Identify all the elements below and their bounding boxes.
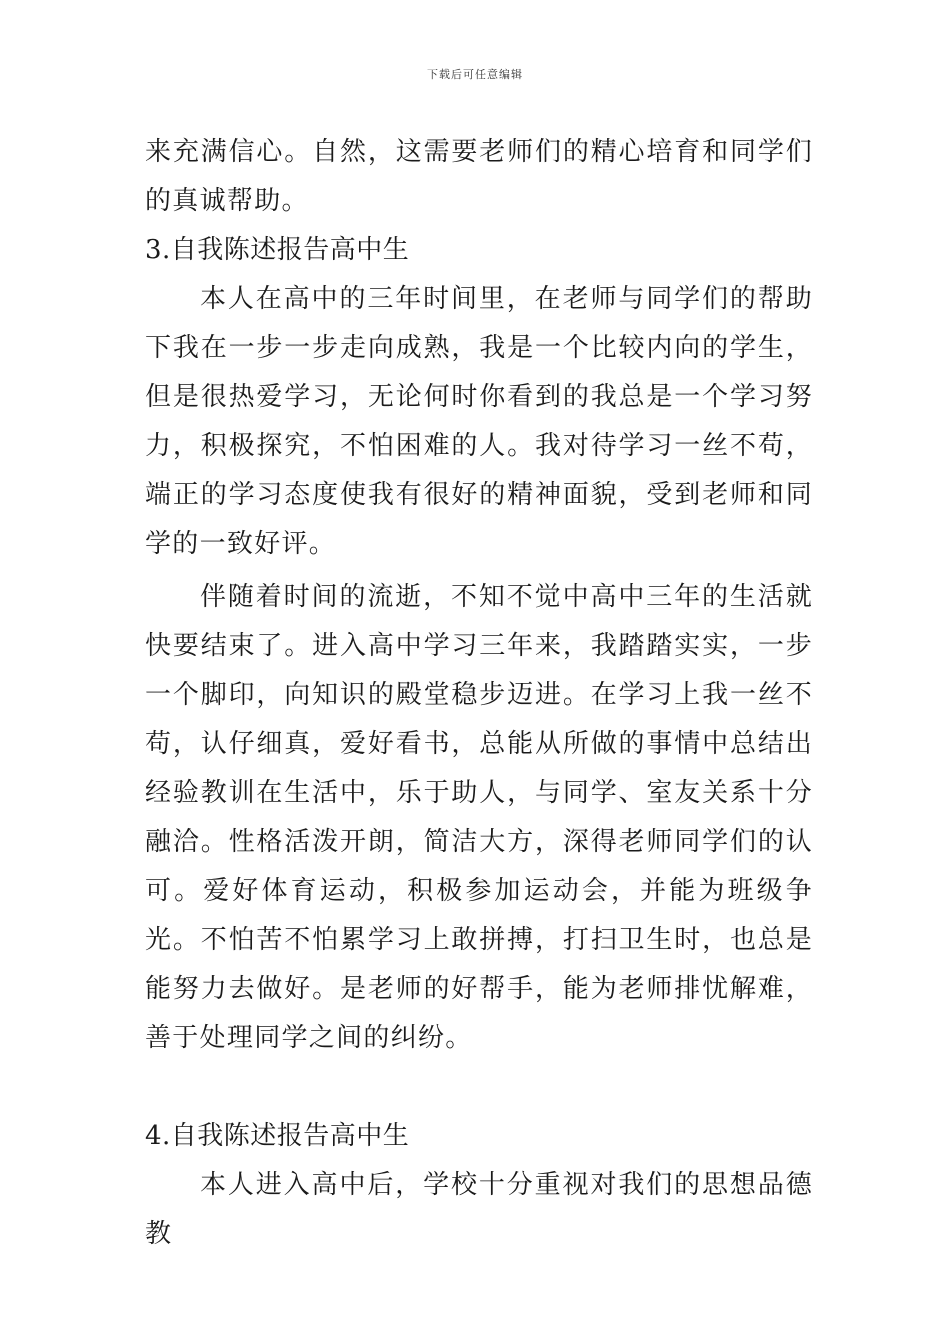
page-header: 下载后可任意编辑 [427, 68, 523, 81]
paragraph-section-4-first: 本人进入高中后，学校十分重视对我们的思想品德教 [145, 1170, 813, 1249]
section-heading-4: 4.自我陈述报告高中生 [145, 1121, 410, 1151]
section-gap [145, 1063, 813, 1112]
paragraph-section-3-second: 伴随着时间的流逝，不知不觉中高中三年的生活就快要结束了。进入高中学习三年来，我踏踏实实，一步一个脚印，向知识的殿堂稳步迈进。在学习上我一丝不苟，认仔细真，爱好看书，总能从所做的事情中总结出经验教训在生活中，乐于助人，与同学、室友关系十分融洽。性格活泼开朗，简洁大方，深得老师同学们的认可。爱好体育运动，积极参加运动会，并能为班级争光。不怕苦不怕累学习上敢拼搏，打扫卫生时，也总是能努力去做好。是老师的好帮手，能为老师排忧解难，善于处理同学之间的纠纷。 [145, 582, 813, 1053]
paragraph-continuation: 来充满信心。自然，这需要老师们的精心培育和同学们的真诚帮助。 [145, 137, 813, 216]
section-heading-3: 3.自我陈述报告高中生 [145, 235, 410, 265]
document-body [145, 128, 813, 1259]
paragraph-section-3-first: 本人在高中的三年时间里，在老师与同学们的帮助下我在一步一步走向成熟，我是一个比较内向的学生，但是很热爱学习，无论何时你看到的我总是一个学习努力，积极探究，不怕困难的人。我对待学习一丝不苟，端正的学习态度使我有很好的精神面貌，受到老师和同学的一致好评。 [145, 284, 813, 559]
